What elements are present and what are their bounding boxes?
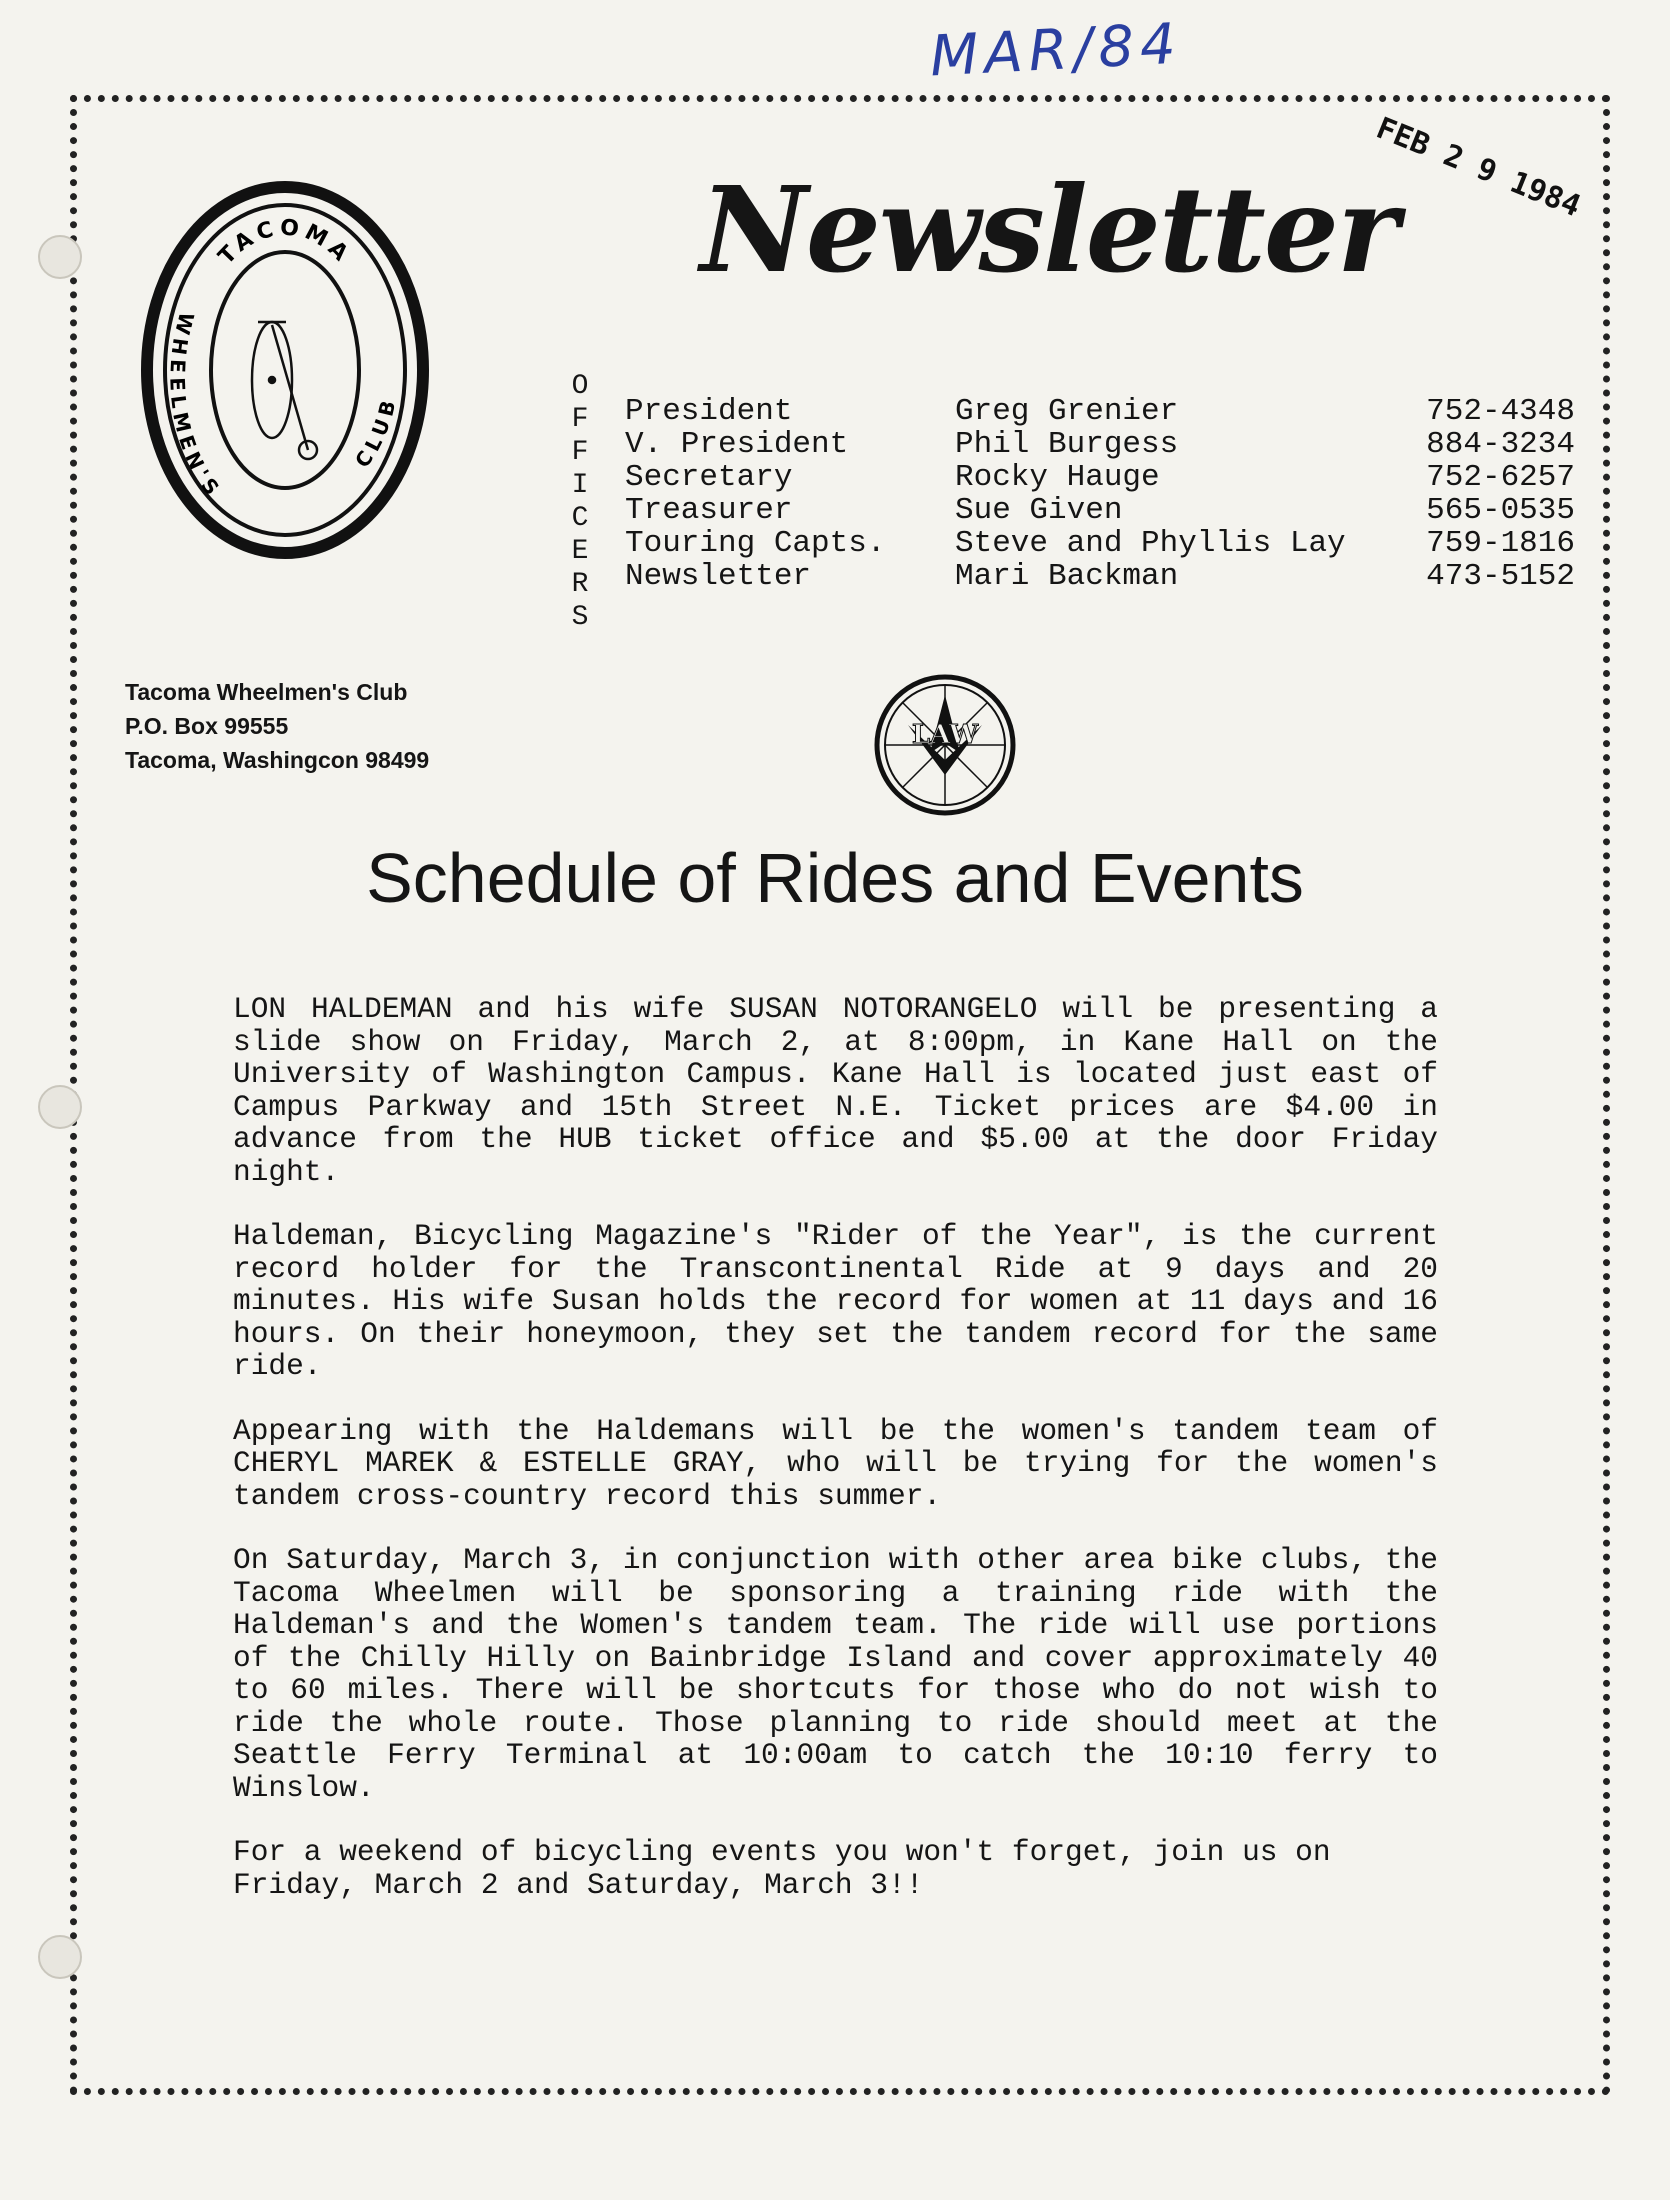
officer-phone: 565-0535 [1426,493,1575,528]
punch-hole [38,1085,82,1129]
officers-label-letter: O [571,371,589,402]
penny-farthing-icon [252,322,317,459]
article-paragraph: LON HALDEMAN and his wife SUSAN NOTORANGELO will be presenting a slide show on Friday, March 2, at 8:00pm, in Kane Hall on the University of Washington Campus. Kane Hall is located just east of Campus Parkway and 15th Street N.E. Ticket prices are $4.00 in advance from the HUB ticket office and $5.00 at the door Friday night. [233,992,1438,1189]
officers-label-letter: S [571,602,589,633]
officer-phone: 473-5152 [1426,559,1575,594]
officer-role: President [625,394,793,429]
officers-vertical-label [565,370,595,634]
club-name: Tacoma Wheelmen's Club [125,679,408,705]
club-address [125,675,429,777]
emblem-letters: LAW [911,720,979,750]
logo-text-club: CLUB [350,393,402,473]
received-date-stamp: FEB 2 9 1984 [1371,110,1586,225]
article-body [233,993,1438,1933]
officer-name: Phil Burgess [955,427,1179,462]
city-state-zip: Tacoma, Washingcon 98499 [125,747,430,773]
page-headline: Schedule of Rides and Events [366,839,1304,917]
article-paragraph: On Saturday, March 3, in conjunction with other area bike clubs, the Tacoma Wheelmen will be sponsoring a training ride with the Haldeman's and the Women's tandem team. The ride will use portions of the Chilly Hilly on Bainbridge Island and cover approximately 40 to 60 miles. There will be shortcuts for those who do not wish to ride the whole route. Those planning to ride should meet at the Seattle Ferry Terminal at 10:00am to catch the 10:10 ferry to Winslow. [233,1543,1438,1805]
officer-row [625,560,1575,593]
officers-label-letter: R [571,569,589,600]
svg-text:TACOMA [214,215,356,269]
logo-text-wheelmens: WHEELMEN'S [165,309,228,504]
league-emblem [870,665,1020,820]
officers-label-letter: F [571,437,589,468]
article-paragraph: For a weekend of bicycling events you won't forget, join us on Friday, March 2 and Saturday, March 3!! [233,1835,1331,1902]
article-paragraph: Haldeman, Bicycling Magazine's "Rider of the Year", is the current record holder for the Transcontinental Ride at 9 days and 20 minutes. His wife Susan holds the record for women at 11 days and 16 hours. On their honeymoon, they set the tandem record for the same ride. [233,1219,1438,1383]
officer-name: Mari Backman [955,559,1179,594]
officers-label-letter: F [571,404,589,435]
po-box: P.O. Box 99555 [125,713,289,739]
officer-phone: 884-3234 [1426,427,1575,462]
newsletter-masthead: Newsletter [700,160,1398,299]
officer-role: Treasurer [625,493,793,528]
officer-row [625,461,1575,494]
logo-text-tacoma: TACOMA [213,215,356,270]
officer-phone: 752-4348 [1426,394,1575,429]
officers-table [625,395,1575,593]
officer-name: Steve and Phyllis Lay [955,526,1346,561]
officer-phone: 752-6257 [1426,460,1575,495]
officer-row [625,428,1575,461]
punch-hole [38,1935,82,1979]
officer-row [625,494,1575,527]
officer-role: Touring Capts. [625,526,886,561]
club-logo [140,180,430,560]
officers-label-letter: I [571,470,589,501]
officer-name: Rocky Hauge [955,460,1160,495]
officer-role: Newsletter [625,559,812,594]
officer-role: V. President [625,427,849,462]
officer-row [625,395,1575,428]
officer-name: Sue Given [955,493,1123,528]
officer-name: Greg Grenier [955,394,1179,429]
officer-row [625,527,1575,560]
handwritten-date: MAR/84 [928,11,1184,90]
punch-hole [38,235,82,279]
officers-label-letter: E [571,536,589,567]
officer-role: Secretary [625,460,793,495]
svg-text:CLUB [350,393,401,472]
article-paragraph: Appearing with the Haldemans will be the women's tandem team of CHERYL MAREK & ESTELLE GRAY, who will be trying for the women's tandem cross-country record this summer. [233,1413,1438,1513]
officer-phone: 759-1816 [1426,526,1575,561]
officers-label-letter: C [571,503,589,534]
